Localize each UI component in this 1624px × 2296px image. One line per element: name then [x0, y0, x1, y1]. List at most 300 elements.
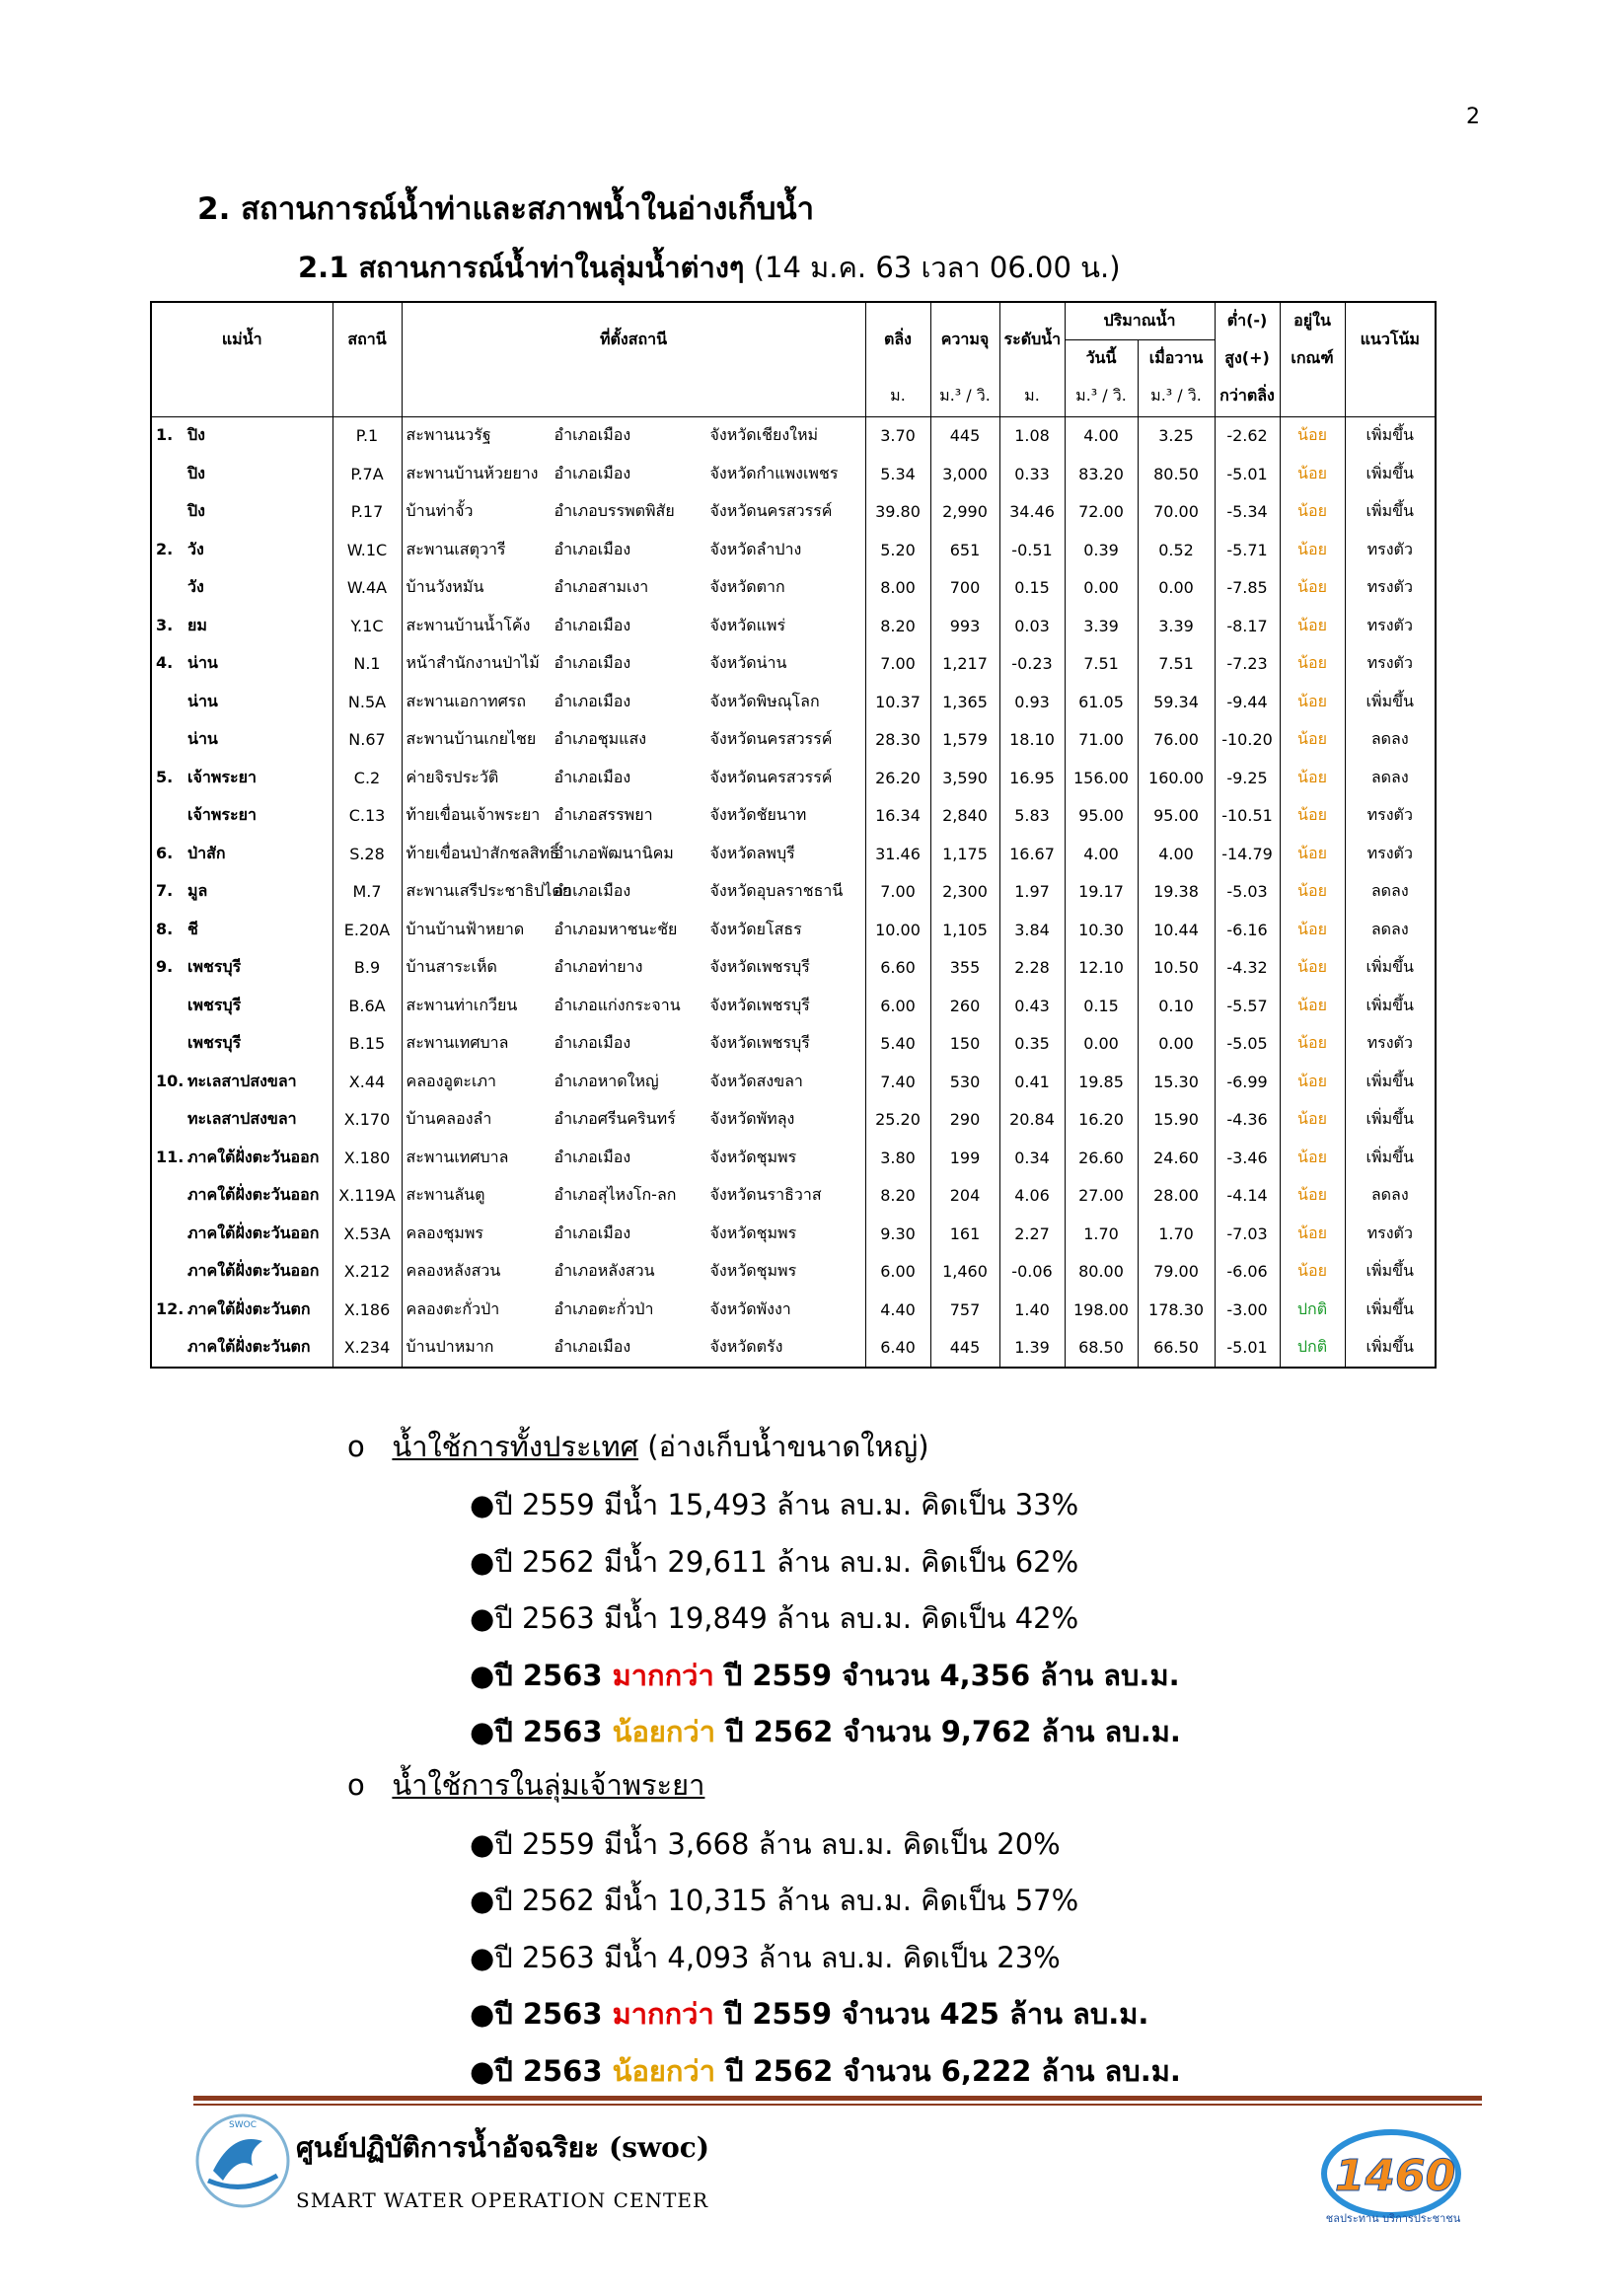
cell-trend: ทรงตัว [1345, 1215, 1436, 1253]
cell-yesterday: 15.30 [1138, 1063, 1215, 1101]
cell-capacity: 651 [930, 531, 999, 569]
cell-today: 0.00 [1065, 569, 1138, 608]
cell-place: ท้ายเขื่อนป่าสักชลสิทธิ์ [406, 843, 559, 862]
cell-station: X.170 [332, 1101, 402, 1140]
cell-river-name: ภาคใต้ฝั่งตะวันตก [187, 1298, 311, 1318]
list-item: ●ปี 2562 มีน้ำ 10,315 ล้าน ลบ.ม. คิดเป็น 57% [470, 1884, 1079, 1917]
cell-status: น้อย [1280, 1139, 1345, 1177]
cell-place: คลองชุมพร [406, 1222, 483, 1242]
cell-level: 1.39 [999, 1329, 1065, 1369]
cell-river-name: ป่าสัก [187, 843, 226, 862]
table-row [151, 569, 1436, 608]
header-status-bot: เกณฑ์ [1280, 339, 1345, 377]
cell-province: จังหวัดพิษณุโลก [709, 691, 820, 710]
cell-diff: -3.46 [1215, 1139, 1280, 1177]
cell-location [402, 531, 865, 569]
cell-location [402, 1101, 865, 1140]
cell-capacity: 1,365 [930, 683, 999, 721]
cell-station: X.186 [332, 1291, 402, 1329]
cell-place: สะพานเสตุวารี [406, 539, 506, 558]
table-row [151, 1025, 1436, 1064]
cell-river [151, 416, 332, 455]
cell-river [151, 455, 332, 493]
cell-location [402, 1025, 865, 1064]
cell-river [151, 911, 332, 949]
cell-today: 83.20 [1065, 455, 1138, 493]
table-row [151, 455, 1436, 493]
cell-location [402, 987, 865, 1025]
cell-district: อำเภอเมือง [554, 881, 631, 901]
cell-province: จังหวัดเชียงใหม่ [709, 425, 819, 445]
cell-bank: 3.70 [865, 416, 930, 455]
table-row [151, 987, 1436, 1025]
cell-yesterday: 10.50 [1138, 949, 1215, 988]
cell-province: จังหวัดชุมพร [709, 1147, 797, 1166]
cell-river-name: น่าน [187, 653, 218, 673]
unit-level: ม. [999, 377, 1065, 416]
cell-river-no: 2. [156, 539, 174, 558]
cell-capacity: 3,000 [930, 455, 999, 493]
cell-level: 1.40 [999, 1291, 1065, 1329]
table-row [151, 683, 1436, 721]
cell-place: สะพานเอกาทศรถ [406, 691, 527, 710]
cell-today: 16.20 [1065, 1101, 1138, 1140]
footer-org-english: SMART WATER OPERATION CENTER [296, 2188, 709, 2212]
cell-river-name: ยม [187, 615, 207, 634]
cell-location [402, 1291, 865, 1329]
cell-river [151, 1025, 332, 1064]
cell-yesterday: 178.30 [1138, 1291, 1215, 1329]
cell-river [151, 1063, 332, 1101]
cell-capacity: 161 [930, 1215, 999, 1253]
table-row [151, 797, 1436, 836]
cell-district: อำเภอท่ายาง [554, 957, 643, 977]
table-row [151, 645, 1436, 684]
cell-today: 198.00 [1065, 1291, 1138, 1329]
cell-status: ปกติ [1280, 1291, 1345, 1329]
table-body [151, 416, 1436, 1368]
cell-river [151, 949, 332, 988]
cell-level: -0.06 [999, 1253, 1065, 1292]
cell-river-name: ทะเลสาปสงขลา [187, 1109, 297, 1129]
cell-today: 61.05 [1065, 683, 1138, 721]
cell-level: 34.46 [999, 493, 1065, 532]
cell-trend: ทรงตัว [1345, 569, 1436, 608]
cell-trend: ลดลง [1345, 1177, 1436, 1216]
cell-trend: ทรงตัว [1345, 645, 1436, 684]
cell-trend: เพิ่มขึ้น [1345, 1063, 1436, 1101]
cell-place: บ้านท่าจั้ว [406, 501, 474, 521]
unit-bank: ม. [865, 377, 930, 416]
cell-bank: 9.30 [865, 1215, 930, 1253]
cell-trend: ลดลง [1345, 873, 1436, 912]
cell-station: C.2 [332, 759, 402, 797]
cell-district: อำเภอเมือง [554, 653, 631, 673]
cell-today: 72.00 [1065, 493, 1138, 532]
cell-status: น้อย [1280, 721, 1345, 760]
cell-location [402, 949, 865, 988]
cell-capacity: 530 [930, 1063, 999, 1101]
cell-place: สะพานบ้านเกยไชย [406, 729, 537, 749]
cell-river-name: น่าน [187, 691, 218, 710]
cell-station: Y.1C [332, 607, 402, 645]
cell-capacity: 1,460 [930, 1253, 999, 1292]
cell-bank: 39.80 [865, 493, 930, 532]
cell-river-name: ปิง [187, 425, 205, 445]
cell-bank: 6.00 [865, 1253, 930, 1292]
cell-river [151, 493, 332, 532]
cell-province: จังหวัดกำแพงเพชร [709, 463, 839, 482]
cell-bank: 25.20 [865, 1101, 930, 1140]
cell-yesterday: 10.44 [1138, 911, 1215, 949]
cell-river-name: น่าน [187, 729, 218, 749]
cell-river-name: วัง [187, 539, 204, 558]
cell-today: 0.15 [1065, 987, 1138, 1025]
hollow-bullet: o [347, 1430, 365, 1463]
cell-level: 2.27 [999, 1215, 1065, 1253]
cell-location [402, 1177, 865, 1216]
footer-org-thai: ศูนย์ปฏิบัติการน้ำอัจฉริยะ (swoc) [296, 2131, 710, 2164]
cell-river-no: 4. [156, 653, 174, 673]
cell-province: จังหวัดยโสธร [709, 919, 802, 938]
header-yesterday: เมื่อวาน [1138, 339, 1215, 377]
section-chao-heading [347, 1762, 704, 1808]
cell-diff: -4.36 [1215, 1101, 1280, 1140]
svg-text:SWOC: SWOC [229, 2120, 257, 2130]
cell-bank: 26.20 [865, 759, 930, 797]
cell-capacity: 1,175 [930, 835, 999, 873]
cell-place: สะพานบ้านห้วยยาง [406, 463, 539, 482]
cell-trend: ทรงตัว [1345, 835, 1436, 873]
cell-river [151, 531, 332, 569]
table-row [151, 1253, 1436, 1292]
cell-province: จังหวัดนราธิวาส [709, 1185, 822, 1205]
cell-district: อำเภอสามเงา [554, 577, 649, 597]
cell-status: น้อย [1280, 569, 1345, 608]
cell-place: บ้านวังหมัน [406, 577, 484, 597]
cell-province: จังหวัดแพร่ [709, 615, 786, 634]
header-today: วันนี้ [1065, 339, 1138, 377]
cell-river-name: ภาคใต้ฝั่งตะวันออก [187, 1185, 320, 1205]
cell-river [151, 797, 332, 836]
section-nation-title: น้ำใช้การทั้งประเทศ [392, 1430, 639, 1463]
cell-trend: เพิ่มขึ้น [1345, 1139, 1436, 1177]
cell-place: สะพานลันตู [406, 1185, 485, 1205]
cell-level: 18.10 [999, 721, 1065, 760]
cell-place: บ้านบ้านฟ้าหยาด [406, 919, 525, 938]
cell-level: 16.67 [999, 835, 1065, 873]
cell-yesterday: 0.00 [1138, 569, 1215, 608]
cell-bank: 31.46 [865, 835, 930, 873]
cell-status: น้อย [1280, 1025, 1345, 1064]
cell-trend: ทรงตัว [1345, 1025, 1436, 1064]
cell-diff: -6.06 [1215, 1253, 1280, 1292]
cell-location [402, 759, 865, 797]
cell-place: บ้านคลองลำ [406, 1109, 492, 1129]
table-row [151, 835, 1436, 873]
cell-capacity: 150 [930, 1025, 999, 1064]
cell-province: จังหวัดตาก [709, 577, 785, 597]
cell-diff: -5.34 [1215, 493, 1280, 532]
cell-place: ท้ายเขื่อนเจ้าพระยา [406, 805, 541, 825]
cell-district: อำเภอมหาชนะชัย [554, 919, 678, 938]
header-volume: ปริมาณน้ำ [1065, 302, 1215, 339]
cell-station: X.180 [332, 1139, 402, 1177]
cell-bank: 6.40 [865, 1329, 930, 1369]
section-nation-subtitle: (อ่างเก็บน้ำขนาดใหญ่) [638, 1430, 929, 1463]
cell-place: หน้าสำนักงานป่าไม้ [406, 653, 540, 673]
unit-capacity: ม.³ / วิ. [930, 377, 999, 416]
cell-place: บ้านสาระเห็ด [406, 957, 497, 977]
cell-level: -0.23 [999, 645, 1065, 684]
cell-diff: -5.57 [1215, 987, 1280, 1025]
table-row [151, 949, 1436, 988]
cell-river-no: 12. [156, 1298, 185, 1318]
cell-river [151, 1177, 332, 1216]
cell-bank: 6.00 [865, 987, 930, 1025]
cell-diff: -14.79 [1215, 835, 1280, 873]
cell-diff: -9.44 [1215, 683, 1280, 721]
cell-station: P.7A [332, 455, 402, 493]
cell-today: 26.60 [1065, 1139, 1138, 1177]
cell-status: น้อย [1280, 1253, 1345, 1292]
cell-level: 0.03 [999, 607, 1065, 645]
cell-level: 0.35 [999, 1025, 1065, 1064]
cell-status: น้อย [1280, 531, 1345, 569]
cell-today: 3.39 [1065, 607, 1138, 645]
cell-district: อำเภอเมือง [554, 1222, 631, 1242]
cell-capacity: 445 [930, 416, 999, 455]
header-trend: แนวโน้ม [1345, 302, 1436, 377]
table-row [151, 1215, 1436, 1253]
cell-status: น้อย [1280, 416, 1345, 455]
cell-station: N.1 [332, 645, 402, 684]
cell-status: น้อย [1280, 1177, 1345, 1216]
cell-yesterday: 3.25 [1138, 416, 1215, 455]
cell-capacity: 260 [930, 987, 999, 1025]
cell-status: น้อย [1280, 1101, 1345, 1140]
cell-station: N.67 [332, 721, 402, 760]
cell-district: อำเภอเมือง [554, 463, 631, 482]
cell-location [402, 1253, 865, 1292]
subsection-date: (14 ม.ค. 63 เวลา 06.00 น.) [744, 251, 1121, 284]
cell-river-no: 10. [156, 1071, 185, 1090]
cell-location [402, 1063, 865, 1101]
table-row [151, 1063, 1436, 1101]
cell-capacity: 199 [930, 1139, 999, 1177]
cell-today: 95.00 [1065, 797, 1138, 836]
cell-level: 5.83 [999, 797, 1065, 836]
cell-level: 0.43 [999, 987, 1065, 1025]
cell-river-name: ชี [187, 919, 198, 938]
cell-province: จังหวัดเพชรบุรี [709, 957, 810, 977]
cell-diff: -4.32 [1215, 949, 1280, 988]
table-row [151, 721, 1436, 760]
table-row [151, 1329, 1436, 1369]
cell-station: E.20A [332, 911, 402, 949]
cell-level: 0.41 [999, 1063, 1065, 1101]
cell-yesterday: 0.52 [1138, 531, 1215, 569]
table-row [151, 1291, 1436, 1329]
cell-bank: 8.20 [865, 1177, 930, 1216]
header-status-top: อยู่ใน [1280, 302, 1345, 339]
cell-status: น้อย [1280, 1063, 1345, 1101]
cell-bank: 10.37 [865, 683, 930, 721]
footer-rule-thin [193, 2104, 1482, 2106]
cell-status: น้อย [1280, 493, 1345, 532]
cell-location [402, 911, 865, 949]
cell-trend: ลดลง [1345, 911, 1436, 949]
cell-location [402, 873, 865, 912]
cell-bank: 5.34 [865, 455, 930, 493]
table-row [151, 416, 1436, 455]
cell-diff: -7.03 [1215, 1215, 1280, 1253]
cell-yesterday: 160.00 [1138, 759, 1215, 797]
cell-province: จังหวัดลำปาง [709, 539, 802, 558]
section-chao-title: น้ำใช้การในลุ่มเจ้าพระยา [392, 1768, 705, 1802]
table-row [151, 911, 1436, 949]
list-item-less: ●ปี 2563 น้อยกว่า ปี 2562 จำนวน 6,222 ล้าน ลบ.ม. [470, 2054, 1181, 2088]
cell-trend: ทรงตัว [1345, 531, 1436, 569]
cell-trend: เพิ่มขึ้น [1345, 455, 1436, 493]
table-row [151, 1177, 1436, 1216]
list-item-less: ●ปี 2563 น้อยกว่า ปี 2562 จำนวน 9,762 ล้าน ลบ.ม. [470, 1715, 1181, 1748]
cell-trend: เพิ่มขึ้น [1345, 949, 1436, 988]
svg-text:1460: 1460 [1334, 2151, 1456, 2201]
river-status-table [150, 301, 1437, 1369]
cell-trend: เพิ่มขึ้น [1345, 683, 1436, 721]
cell-river [151, 1215, 332, 1253]
cell-bank: 28.30 [865, 721, 930, 760]
cell-river-no: 9. [156, 957, 174, 977]
cell-place: ค่ายจิรประวัติ [406, 767, 499, 786]
cell-river-name: เพชรบุรี [187, 995, 242, 1014]
cell-station: B.15 [332, 1025, 402, 1064]
cell-station: M.7 [332, 873, 402, 912]
cell-bank: 10.00 [865, 911, 930, 949]
cell-bank: 4.40 [865, 1291, 930, 1329]
cell-location [402, 1215, 865, 1253]
cell-bank: 7.40 [865, 1063, 930, 1101]
cell-diff: -8.17 [1215, 607, 1280, 645]
cell-trend: เพิ่มขึ้น [1345, 416, 1436, 455]
cell-province: จังหวัดพังงา [709, 1298, 791, 1318]
cell-today: 0.39 [1065, 531, 1138, 569]
cell-diff: -9.25 [1215, 759, 1280, 797]
cell-capacity: 2,300 [930, 873, 999, 912]
cell-river [151, 1291, 332, 1329]
cell-diff: -4.14 [1215, 1177, 1280, 1216]
cell-district: อำเภอเมือง [554, 1337, 631, 1357]
cell-district: อำเภอแก่งกระจาน [554, 995, 681, 1014]
cell-river-name: ภาคใต้ฝั่งตะวันออก [187, 1147, 320, 1166]
cell-status: น้อย [1280, 759, 1345, 797]
footer-rule [193, 2096, 1482, 2101]
cell-place: สะพานเทศบาล [406, 1033, 509, 1053]
cell-river-name: ภาคใต้ฝั่งตะวันออก [187, 1261, 320, 1281]
cell-river-no: 3. [156, 615, 174, 634]
table-row [151, 1101, 1436, 1140]
cell-diff: -5.05 [1215, 1025, 1280, 1064]
cell-trend: ทรงตัว [1345, 797, 1436, 836]
cell-district: อำเภอเมือง [554, 425, 631, 445]
cell-station: P.1 [332, 416, 402, 455]
cell-district: อำเภอสรรพยา [554, 805, 653, 825]
cell-today: 4.00 [1065, 416, 1138, 455]
cell-diff: -7.23 [1215, 645, 1280, 684]
cell-capacity: 2,840 [930, 797, 999, 836]
table-row [151, 607, 1436, 645]
cell-location [402, 569, 865, 608]
header-station: สถานี [332, 302, 402, 377]
cell-bank: 6.60 [865, 949, 930, 988]
cell-river [151, 759, 332, 797]
cell-yesterday: 66.50 [1138, 1329, 1215, 1369]
cell-location [402, 645, 865, 684]
cell-diff: -6.16 [1215, 911, 1280, 949]
cell-river [151, 645, 332, 684]
cell-province: จังหวัดลพบุรี [709, 843, 795, 862]
cell-capacity: 2,990 [930, 493, 999, 532]
cell-river [151, 683, 332, 721]
cell-province: จังหวัดชุมพร [709, 1222, 797, 1242]
header-location: ที่ตั้งสถานี [402, 302, 865, 377]
cell-yesterday: 79.00 [1138, 1253, 1215, 1292]
cell-river-no: 1. [156, 425, 174, 445]
cell-trend: เพิ่มขึ้น [1345, 987, 1436, 1025]
cell-status: น้อย [1280, 683, 1345, 721]
cell-status: น้อย [1280, 1215, 1345, 1253]
cell-river [151, 1139, 332, 1177]
cell-province: จังหวัดนครสวรรค์ [709, 501, 833, 521]
cell-trend: เพิ่มขึ้น [1345, 1329, 1436, 1369]
cell-diff: -5.71 [1215, 531, 1280, 569]
cell-level: 1.08 [999, 416, 1065, 455]
list-item: ●ปี 2559 มีน้ำ 3,668 ล้าน ลบ.ม. คิดเป็น 20% [470, 1827, 1061, 1861]
cell-bank: 16.34 [865, 797, 930, 836]
cell-level: 4.06 [999, 1177, 1065, 1216]
swoc-logo [193, 2111, 292, 2210]
cell-river-no: 7. [156, 881, 174, 901]
cell-yesterday: 15.90 [1138, 1101, 1215, 1140]
cell-trend: ลดลง [1345, 721, 1436, 760]
unit-today: ม.³ / วิ. [1065, 377, 1138, 416]
cell-river-name: ปิง [187, 463, 205, 482]
cell-location [402, 607, 865, 645]
cell-capacity: 3,590 [930, 759, 999, 797]
cell-capacity: 204 [930, 1177, 999, 1216]
table-row [151, 759, 1436, 797]
cell-river-no: 11. [156, 1147, 185, 1166]
cell-station: X.44 [332, 1063, 402, 1101]
cell-level: 0.15 [999, 569, 1065, 608]
cell-capacity: 1,217 [930, 645, 999, 684]
header-diff-mid: สูง(+) [1215, 339, 1280, 377]
header-level: ระดับน้ำ [999, 302, 1065, 377]
cell-station: X.212 [332, 1253, 402, 1292]
subsection-title: 2.1 สถานการณ์น้ำท่าในลุ่มน้ำต่างๆ [298, 251, 745, 284]
cell-today: 80.00 [1065, 1253, 1138, 1292]
section-nation-heading [347, 1424, 929, 1469]
cell-river [151, 721, 332, 760]
cell-today: 19.85 [1065, 1063, 1138, 1101]
list-item-more: ●ปี 2563 มากกว่า ปี 2559 จำนวน 4,356 ล้าน ลบ.ม. [470, 1659, 1180, 1692]
cell-bank: 5.20 [865, 531, 930, 569]
cell-river [151, 987, 332, 1025]
cell-diff: -7.85 [1215, 569, 1280, 608]
cell-capacity: 445 [930, 1329, 999, 1369]
table-row [151, 493, 1436, 532]
